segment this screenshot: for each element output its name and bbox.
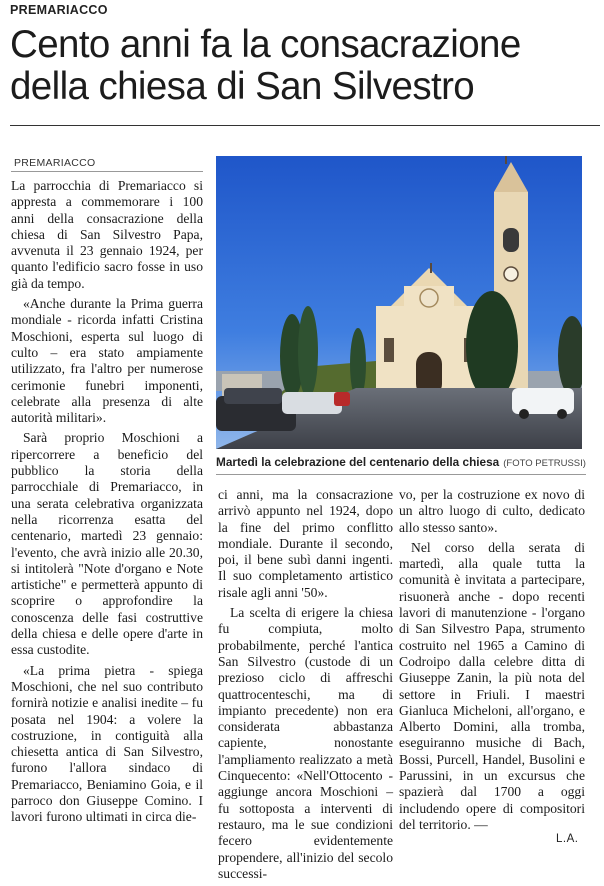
author-signature: L.A. bbox=[556, 833, 579, 845]
paragraph: vo, per la costruzione ex novo di un altro luogo di culto, dedicato allo stesso santo». bbox=[399, 487, 585, 535]
paragraph: «Anche durante la Prima guerra mondiale - ricorda infatti Cristina Moschioni, esperta sul luogo di culto – era stato ampiamente utilizzato, fra l'altro per numerose cerimonie funebri imponenti, celebrate alla presenza di alte autorità militari». bbox=[11, 296, 203, 426]
dateline-label: PREMARIACCO bbox=[14, 157, 96, 169]
paragraph: ci anni, ma la consacrazione arrivò appunto nel 1924, dopo la fine del primo conflitto mondiale. Durante il secondo, poi, il bene subì danni ingenti. Il suo completamento artistico risale agli anni '50». bbox=[218, 487, 393, 600]
dateline-divider bbox=[11, 171, 203, 172]
photo-caption bbox=[216, 455, 586, 469]
caption-divider bbox=[216, 474, 586, 475]
article-column-1 bbox=[11, 178, 203, 830]
paragraph: La parrocchia di Premariacco si appresta a commemorare i 100 anni della consacrazione della chiesa di San Silvestro Papa, avvenuta il 23 gennaio 1924, per quanto l'edificio sacro fosse in uso già da tempo. bbox=[11, 178, 203, 291]
caption-text: Martedì la celebrazione del centenario della chiesa bbox=[216, 455, 500, 469]
headline-divider bbox=[10, 125, 600, 126]
paragraph: La scelta di erigere la chiesa fu compiuta, molto probabilmente, perché l'antica San Silvestro (custode di un prezioso ciclo di affreschi quattrocenteschi, ma di impianto precedente) non era considerata abbastanza capiente, nonostante l'ampliamento realizzato a metà Cinquecento: «Nell'Ottocento - aggiunge ancora Moschioni – fu sottoposta a interventi di restauro, ma le sue condizioni fecero evidentemente propendere, all'inizio del secolo successi- bbox=[218, 605, 393, 881]
paragraph: Sarà proprio Moschioni a ripercorrere a beneficio del pubblico la storia della parrocchiale di Premariacco, in una serata celebrativa organizzata nella ricorrenza esatta del centenario, martedì 23 gennaio: l'evento, che avrà inizio alle 20.30, si intitolerà "Note d'organo e Note artistiche" e permetterà appunto di scoprire o approfondire la conoscenza delle fasi costruttive della chiesa e delle opere d'arte in essa custodite. bbox=[11, 430, 203, 658]
church-photo bbox=[216, 156, 582, 449]
paragraph: Nel corso della serata di martedì, alla quale tutta la comunità è invitata a partecipare, risuonerà anche - dopo recenti lavori di manutenzione - l'organo di San Silvestro Papa, strumento costruito nel 1965 a Camino di Codroipo dalla celebre ditta di Giuseppe Zanin, la più nota del settore in Friuli. I maestri Gianluca Micheloni, all'organo, e Alberto Domini, alla tromba, eseguiranno musiche di Bach, Bossi, Purcell, Handel, Busolini e Parussini, in un excursus che spazierà dal 1700 a oggi includendo opere di compositori del territorio. — bbox=[399, 539, 585, 832]
photo-credit: (FOTO PETRUSSI) bbox=[503, 458, 586, 469]
article-column-3 bbox=[399, 487, 585, 837]
headline bbox=[10, 24, 600, 108]
headline-line-2: della chiesa di San Silvestro bbox=[10, 65, 475, 108]
headline-line-1: Cento anni fa la consacrazione bbox=[10, 23, 521, 66]
paragraph: «La prima pietra - spiega Moschioni, che nel suo contributo fornirà notizie e analisi inedite – fu posata nel 1904: a volere la costruzione, in contiguità alla chiesetta antica di San Silvestro, furono l'allora sindaco di Premariacco, Beniamino Goia, e il parroco don Giuseppe Comino. I lavori furono ultimati in circa die- bbox=[11, 662, 203, 825]
section-kicker: PREMARIACCO bbox=[10, 3, 108, 17]
article-column-2 bbox=[218, 487, 393, 886]
